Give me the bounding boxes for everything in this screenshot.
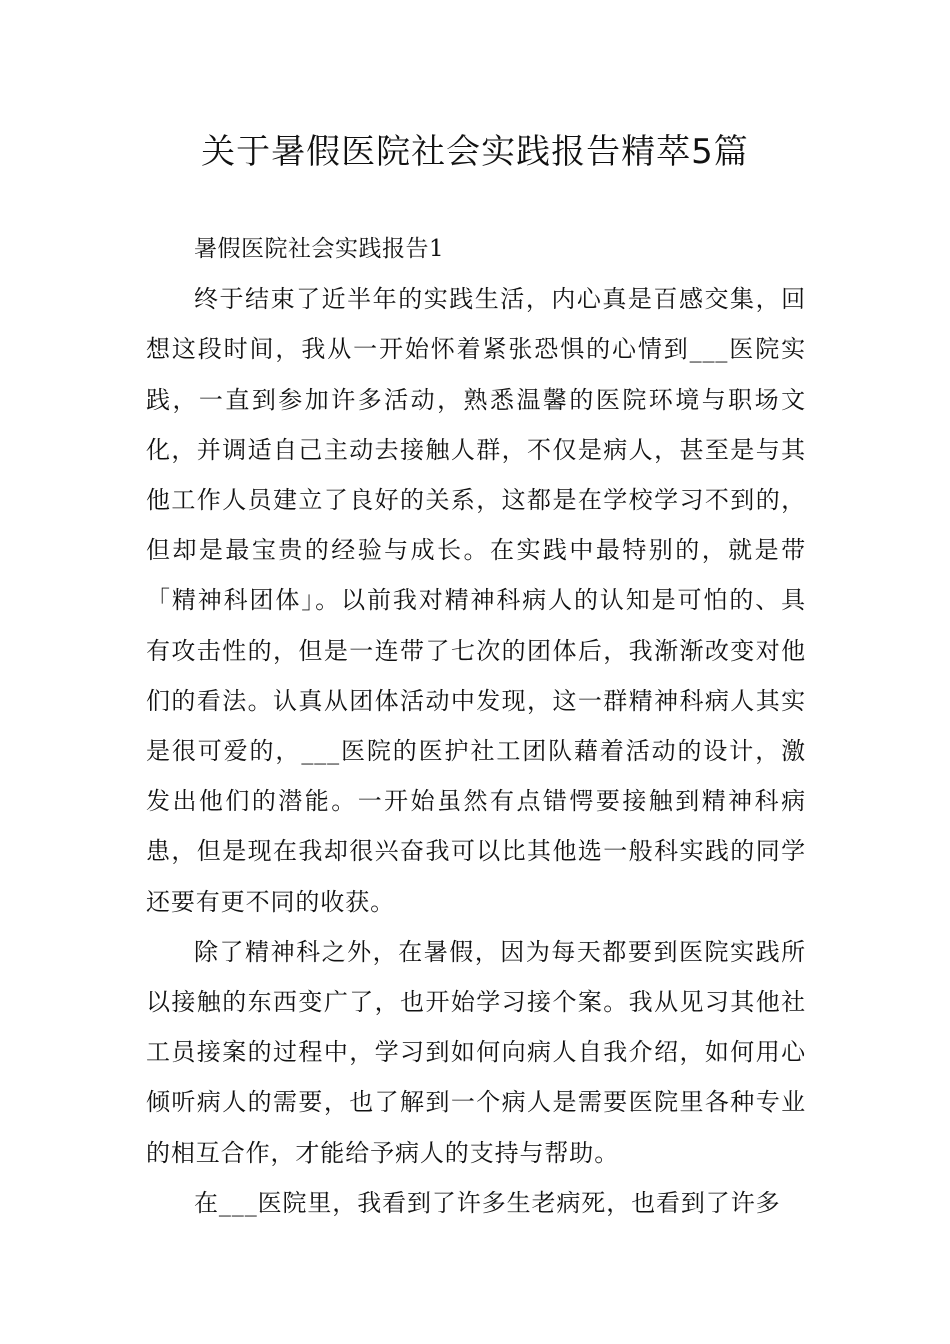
paragraph-1: 终于结束了近半年的实践生活，内心真是百感交集，回想这段时间，我从一开始怀着紧张恐惧的心情到___医院实践，一直到参加许多活动，熟悉温馨的医院环境与职场文化，并调适自己主动去接触人群，不仅是病人，甚至是与其他工作人员建立了良好的关系，这都是在学校学习不到的，但却是最宝贵的经验与成长。在实践中最特别的，就是带「精神科团体」。以前我对精神科病人的认知是可怕的、具有攻击性的，但是一连带了七次的团体后，我渐渐改变对他们的看法。认真从团体活动中发现，这一群精神科病人其实是很可爱的，___医院的医护社工团队藉着活动的设计，激发出他们的潜能。一开始虽然有点错愕要接触到精神科病患，但是现在我却很兴奋我可以比其他选一般科实践的同学还要有更不同的收获。 (146, 285, 806, 916)
paragraph-3: 在___医院里，我看到了许多生老病死，也看到了许多 (194, 1188, 781, 1217)
document-body (146, 224, 806, 1228)
section-heading: 暑假医院社会实践报告1 (194, 236, 445, 262)
paragraph-2: 除了精神科之外，在暑假，因为每天都要到医院实践所以接触的东西变广了，也开始学习接个案。我从见习其他社工员接案的过程中，学习到如何向病人自我介绍，如何用心倾听病人的需要，也了解到一个病人是需要医院里各种专业的相互合作，才能给予病人的支持与帮助。 (146, 937, 806, 1167)
document-title: 关于暑假医院社会实践报告精萃5篇 (201, 132, 749, 172)
